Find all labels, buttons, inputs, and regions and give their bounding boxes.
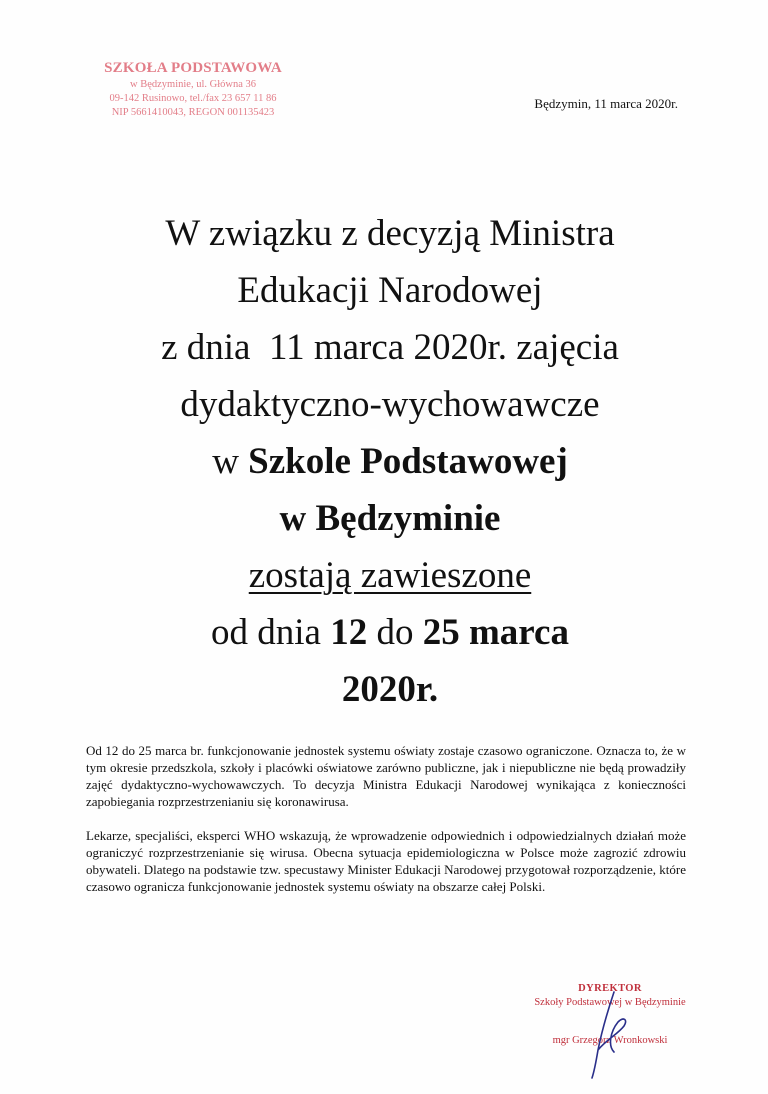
announcement-line-5 (60, 433, 720, 490)
stamp-title: SZKOŁA PODSTAWOWA (104, 60, 282, 76)
stamp-ids: NIP 5661410043, REGON 001135423 (111, 107, 275, 118)
director-signature-block (520, 982, 700, 1048)
announcement-line-5-prefix: w (212, 441, 249, 482)
stamp-contact: 09-142 Rusinowo, tel./fax 23 657 11 86 (109, 93, 277, 104)
start-day-bold: 12 (330, 612, 368, 653)
director-name: mgr Grzegorz Wronkowski (552, 1035, 668, 1046)
director-title: DYREKTOR (578, 983, 642, 994)
announcement-line-2: Edukacji Narodowej (237, 270, 543, 311)
announcement-line-3: z dnia 11 marca 2020r. zajęcia (161, 327, 619, 368)
school-name-bold: Szkole Podstawowej (248, 441, 568, 482)
announcement-line-7 (60, 547, 720, 604)
announcement-line-6 (60, 490, 720, 547)
to-connector: do (367, 612, 423, 653)
handwritten-signature (584, 990, 644, 1080)
announcement-line-1: W związku z decyzją Ministra (165, 213, 615, 254)
announcement-line-8 (60, 604, 720, 661)
school-stamp (78, 58, 308, 120)
from-day-prefix: od dnia (211, 612, 331, 653)
year-bold: 2020r. (341, 669, 439, 710)
town-name-bold: w Będzyminie (279, 498, 501, 539)
place-date: Będzymin, 11 marca 2020r. (534, 96, 678, 111)
announcement (60, 205, 720, 718)
paragraph-1: Od 12 do 25 marca br. funkcjonowanie jednostek systemu oświaty zostaje czasowo ograniczone. Oznacza to, że w tym okresie przedszkola, szkoły i placówki oświatowe zarówno publiczne, jak i niepubliczne nie będą prowadziły zajęć dydaktyczno-wychowawczych. To decyzja Ministra Edukacji Narodowej wynikająca z konieczności zapobiegania rozprzestrzenianiu się koronawirusa. (86, 743, 686, 809)
suspended-underlined: zostają zawieszone (248, 555, 532, 596)
end-date-bold: 25 marca (422, 612, 569, 653)
stamp-address: w Będzyminie, ul. Główna 36 (130, 79, 256, 90)
paragraph-2: Lekarze, specjaliści, eksperci WHO wskazują, że wprowadzenie odpowiednich i odpowiedzialnych działań może ograniczyć rozprzestrzenianie się wirusa. Obecna sytuacja epidemiologiczna w Polsce może zagrozić zdrowiu obywateli. Dlatego na podstawie tzw. specustawy Minister Edukacji Narodowej przygotował rozporządzenie, które czasowo ogranicza funkcjonowanie jednostek systemu oświaty na obszarze całej Polski. (86, 828, 686, 894)
announcement-line-9 (60, 661, 720, 718)
body-text (86, 742, 686, 912)
director-school: Szkoły Podstawowej w Będzyminie (534, 997, 686, 1008)
announcement-line-4: dydaktyczno-wychowawcze (180, 384, 600, 425)
